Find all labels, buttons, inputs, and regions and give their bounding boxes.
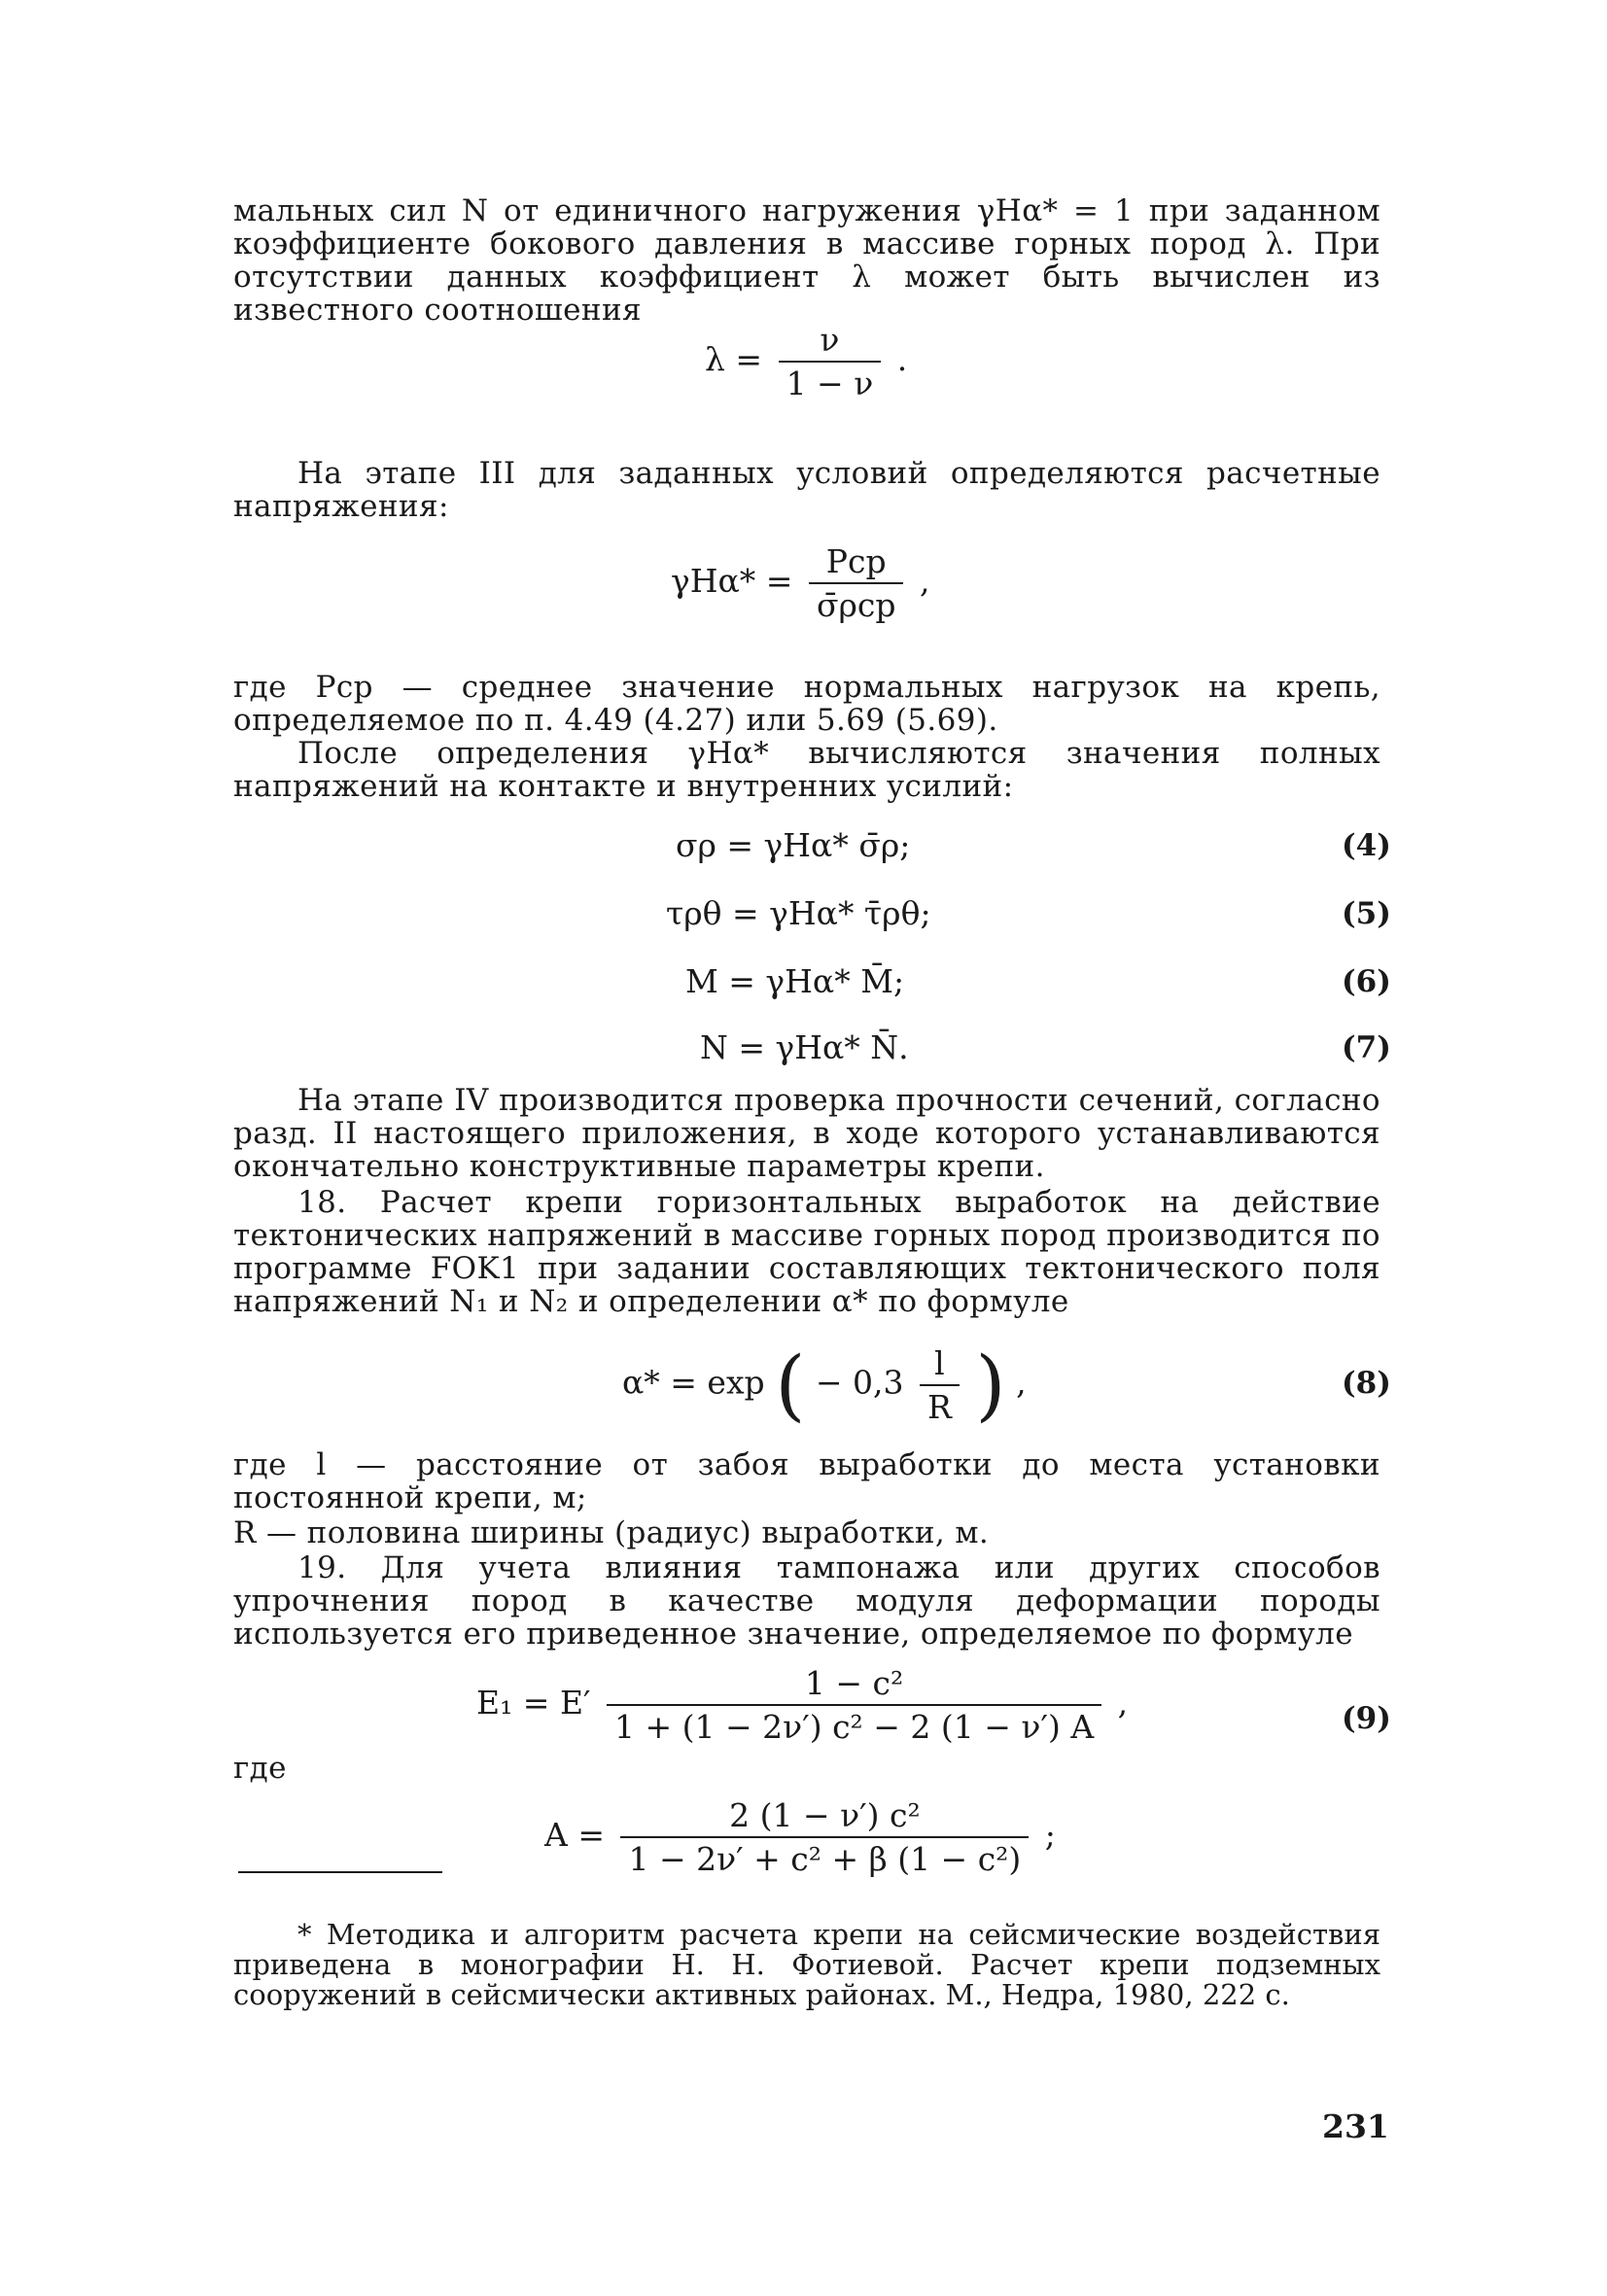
footnote-separator <box>238 1871 442 1873</box>
denominator: 1 + (1 − 2ν′) c² − 2 (1 − ν′) A <box>614 1708 1095 1746</box>
paragraph-stage-4: На этапе IV производится проверка прочности сечений, согласно разд. II настоящего приложения, в ходе которого устанавливаются окончательно конструктивные параметры крепи. <box>233 1083 1380 1184</box>
equation-gamma <box>671 542 929 624</box>
equation-7: N = γHα* N̄. <box>700 1028 909 1066</box>
paragraph-section-18: 18. Расчет крепи горизонтальных выработок на действие тектонических напряжений в массиве горных пород производится по программе FOK1 при задании составляющих тектонического поля напряжений N₁ и N₂ и определении α* по формуле <box>233 1185 1380 1319</box>
page-number: 231 <box>1322 2107 1389 2145</box>
fraction <box>920 1344 960 1426</box>
equation-8 <box>622 1339 1027 1430</box>
right-paren: ) <box>975 1339 1006 1430</box>
equation-9 <box>476 1664 1128 1746</box>
paragraph-r-definition: R — половина ширины (радиус) выработки, м. <box>233 1515 990 1550</box>
equation-5: τρθ = γHα* τ̄ρθ; <box>666 894 931 932</box>
equation-5-number: (5) <box>1342 896 1391 931</box>
numerator: ν <box>779 321 882 363</box>
fraction <box>607 1664 1101 1746</box>
equation-tail: , <box>1117 1684 1129 1722</box>
fraction <box>779 321 882 402</box>
equation-7-number: (7) <box>1342 1030 1391 1065</box>
paragraph-intro: мальных сил N от единичного нагружения γHα* = 1 при заданном коэффициенте бокового давления в массиве горных пород λ. При отсутствии данных коэффициент λ может быть вычислен из известного соотношения <box>233 193 1380 328</box>
equation-lhs: α* = exp <box>622 1363 765 1402</box>
numerator: Pср <box>809 542 904 584</box>
fraction <box>809 542 904 624</box>
paragraph-stage-3: На этапе III для заданных условий определяются расчетные напряжения: <box>233 456 1380 524</box>
paragraph-after-gamma: После определения γHα* вычисляются значения полных напряжений на контакте и внутренних усилий: <box>233 736 1380 804</box>
equation-8-number: (8) <box>1342 1366 1391 1401</box>
fraction <box>620 1796 1029 1878</box>
equation-lambda <box>705 321 907 402</box>
equation-lhs: A = <box>544 1816 605 1854</box>
footnote: * Методика и алгоритм расчета крепи на сейсмические воздействия приведена в монографии Н. Н. Фотиевой. Расчет крепи подземных сооружений в сейсмически активных районах. М., Недра, 1980, 222 с. <box>233 1918 1380 2011</box>
equation-lhs: λ = <box>705 340 763 378</box>
denominator: 1 − 2ν′ + c² + β (1 − c²) <box>628 1840 1022 1878</box>
equation-tail: , <box>919 562 930 600</box>
equation-tail: . <box>896 340 908 378</box>
paragraph-section-19: 19. Для учета влияния тампонажа или других способов упрочнения пород в качестве модуля деформации породы используется его приведенное значение, определяемое по формуле <box>233 1550 1380 1652</box>
equation-6-number: (6) <box>1342 964 1391 999</box>
paragraph-l-definition: где l — расстояние от забоя выработки до места установки постоянной крепи, м; <box>233 1447 1380 1515</box>
equation-tail: , <box>1016 1363 1027 1402</box>
equation-lhs: E₁ = E′ <box>476 1684 591 1722</box>
equation-4-number: (4) <box>1342 828 1391 863</box>
numerator: l <box>920 1344 960 1386</box>
equation-4: σρ = γHα* σ̄ρ; <box>676 826 911 864</box>
equation-a <box>544 1796 1056 1878</box>
denominator: 1 − ν <box>786 365 874 402</box>
paragraph-pcp-definition: где Pср — среднее значение нормальных нагрузок на крепь, определяемое по п. 4.49 (4.27) или 5.69 (5.69). <box>233 670 1380 738</box>
numerator: 2 (1 − ν′) c² <box>620 1796 1029 1838</box>
equation-tail: ; <box>1044 1816 1056 1854</box>
denominator: R <box>927 1387 952 1426</box>
equation-9-number: (9) <box>1342 1701 1391 1736</box>
numerator: 1 − c² <box>607 1664 1101 1706</box>
equation-lhs: γHα* = <box>671 562 793 600</box>
left-paren: ( <box>775 1339 806 1430</box>
equation-6: M = γHα* M̄; <box>685 962 905 1000</box>
equation-inner: − 0,3 <box>815 1363 904 1402</box>
where-label: где <box>233 1751 287 1786</box>
denominator: σ̄ρср <box>816 586 896 624</box>
